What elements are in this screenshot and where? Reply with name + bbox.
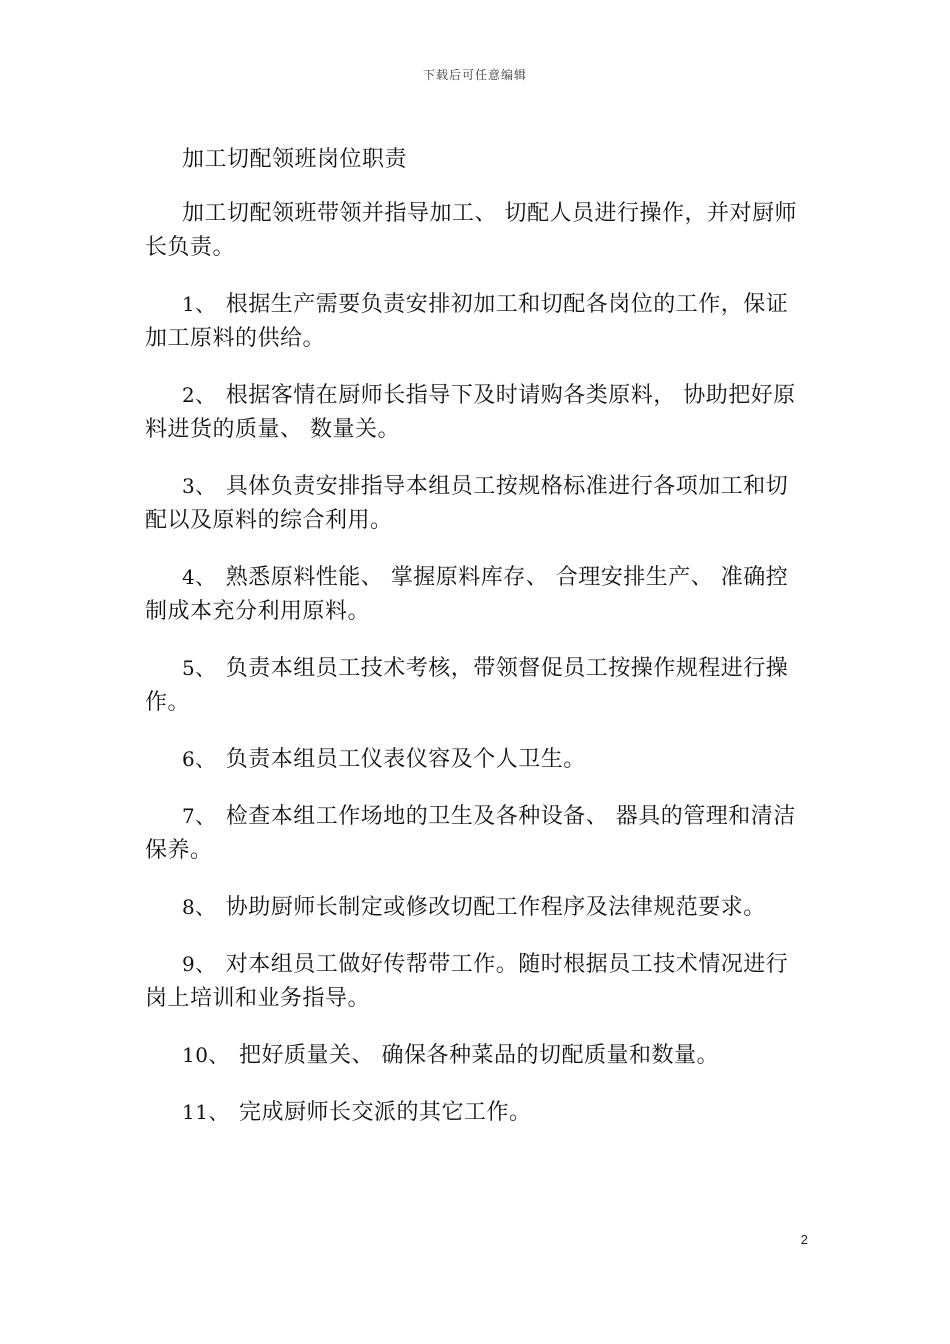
duty-item-8 — [145, 890, 800, 925]
item-text: 对本组员工做好传帮带工作。随时根据员工技术情况进行岗上培训和业务指导。 — [145, 952, 789, 1011]
item-text: 具体负责安排指导本组员工按规格标准进行各项加工和切配以及原料的综合利用。 — [145, 474, 789, 533]
intro-paragraph: 加工切配领班带领并指导加工、 切配人员进行操作，并对厨师长负责。 — [145, 201, 797, 260]
item-number: 8、 — [182, 895, 216, 919]
item-number: 3、 — [182, 474, 216, 498]
document-body — [145, 145, 800, 1152]
duty-item-11 — [145, 1095, 800, 1130]
item-text: 熟悉原料性能、 掌握原料库存、 合理安排生产、 准确控制成本充分利用原料。 — [145, 565, 789, 624]
duty-item-6 — [145, 742, 800, 777]
item-number: 7、 — [182, 804, 216, 828]
duty-item-4 — [145, 560, 800, 629]
item-number: 9、 — [182, 952, 216, 976]
document-title: 加工切配领班岗位职责 — [182, 147, 408, 172]
duty-item-7 — [145, 799, 800, 868]
item-text: 把好质量关、 确保各种菜品的切配质量和数量。 — [238, 1043, 719, 1068]
item-number: 5、 — [182, 656, 216, 680]
item-text: 检查本组工作场地的卫生及各种设备、 器具的管理和清洁保养。 — [145, 804, 796, 863]
duty-item-5 — [145, 651, 800, 720]
item-number: 2、 — [182, 383, 216, 407]
duty-item-1 — [145, 287, 800, 356]
item-number: 6、 — [182, 747, 216, 771]
item-number: 4、 — [182, 565, 216, 589]
item-text: 完成厨师长交派的其它工作。 — [238, 1100, 532, 1125]
duty-item-10 — [145, 1038, 800, 1073]
page-number: 2 — [800, 1232, 808, 1247]
item-number: 10、 — [182, 1043, 229, 1067]
page-header: 下载后可任意编辑 — [422, 68, 527, 82]
duty-item-2 — [145, 378, 800, 447]
duty-item-9 — [145, 947, 800, 1016]
item-text: 协助厨师长制定或修改切配工作程序及法律规范要求。 — [225, 895, 766, 920]
item-text: 负责本组员工仪表仪容及个人卫生。 — [225, 747, 586, 772]
item-number: 1、 — [182, 292, 216, 316]
item-text: 负责本组员工技术考核，带领督促员工按操作规程进行操作。 — [145, 656, 789, 715]
item-text: 根据客情在厨师长指导下及时请购各类原料， 协助把好原料进货的质量、 数量关。 — [145, 383, 796, 442]
item-number: 11、 — [182, 1100, 229, 1124]
duty-item-3 — [145, 469, 800, 538]
item-text: 根据生产需要负责安排初加工和切配各岗位的工作，保证加工原料的供给。 — [145, 292, 789, 351]
